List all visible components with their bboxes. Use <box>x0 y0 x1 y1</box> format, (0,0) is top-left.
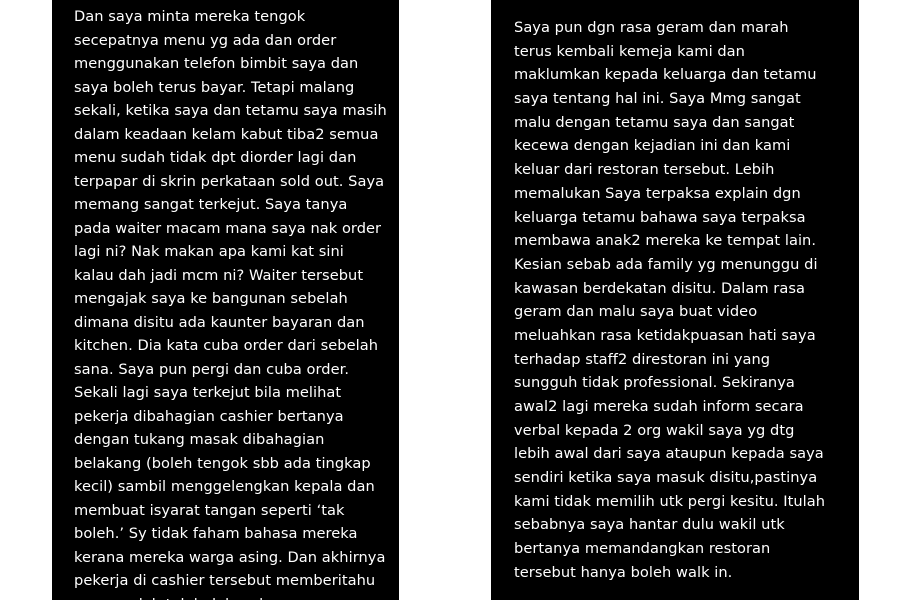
left-panel-text-line: terpapar di skrin perkataan sold out. Saya <box>74 170 389 194</box>
left-panel-text-line: pada waiter macam mana saya nak order <box>74 217 389 241</box>
left-panel-text-line: lagi ni? Nak makan apa kami kat sini <box>74 240 389 264</box>
left-panel-text-line: membuat isyarat tangan seperti ‘tak <box>74 499 389 523</box>
right-panel-text-line: lebih awal dari saya ataupun kepada saya <box>514 442 849 466</box>
right-panel-text-line: verbal kepada 2 org wakil saya yg dtg <box>514 419 849 443</box>
right-panel-text-line: terhadap staff2 direstoran ini yang <box>514 348 849 372</box>
right-panel-text-line: maklumkan kepada keluarga dan tetamu <box>514 63 849 87</box>
right-panel-text-line: keluar dari restoran tersebut. Lebih <box>514 158 849 182</box>
right-panel-text-line: terus kembali kemeja kami dan <box>514 40 849 64</box>
left-panel-text-line: Dan saya minta mereka tengok <box>74 5 389 29</box>
left-panel-text-line: mmg sudah tak boleh order. <box>74 593 389 616</box>
left-panel-text-line: sana. Saya pun pergi dan cuba order. <box>74 358 389 382</box>
right-panel-text-line: membawa anak2 mereka ke tempat lain. <box>514 229 849 253</box>
left-panel-text-line: pekerja di cashier tersebut memberitahu <box>74 569 389 593</box>
right-panel-text-line: malu dengan tetamu saya dan sangat <box>514 111 849 135</box>
right-panel-text-line: Saya pun dgn rasa geram dan marah <box>514 16 849 40</box>
right-panel-text-line: saya tentang hal ini. Saya Mmg sangat <box>514 87 849 111</box>
left-panel-text-line: secepatnya menu yg ada dan order <box>74 29 389 53</box>
right-text-panel <box>491 0 859 600</box>
right-panel-text-line: awal2 lagi mereka sudah inform secara <box>514 395 849 419</box>
right-panel-text-line: keluarga tetamu bahawa saya terpaksa <box>514 206 849 230</box>
right-panel-text-line: Kesian sebab ada family yg menunggu di <box>514 253 849 277</box>
left-panel-text-line: boleh.’ Sy tidak faham bahasa mereka <box>74 522 389 546</box>
left-panel-text-line: kitchen. Dia kata cuba order dari sebelah <box>74 334 389 358</box>
left-panel-text-line: dalam keadaan kelam kabut tiba2 semua <box>74 123 389 147</box>
right-panel-text-line: bertanya memandangkan restoran <box>514 537 849 561</box>
left-panel-text-line: sekali, ketika saya dan tetamu saya masih <box>74 99 389 123</box>
left-panel-text-line: belakang (boleh tengok sbb ada tingkap <box>74 452 389 476</box>
left-panel-text-line: menggunakan telefon bimbit saya dan <box>74 52 389 76</box>
right-panel-text-line: meluahkan rasa ketidakpuasan hati saya <box>514 324 849 348</box>
left-panel-text-line: saya boleh terus bayar. Tetapi malang <box>74 76 389 100</box>
right-panel-text-line: sendiri ketika saya masuk disitu,pastinya <box>514 466 849 490</box>
left-panel-text-line: memang sangat terkejut. Saya tanya <box>74 193 389 217</box>
left-panel-text-line: kerana mereka warga asing. Dan akhirnya <box>74 546 389 570</box>
right-panel-text-line: tersebut hanya boleh walk in. <box>514 561 849 585</box>
left-panel-text-line: pekerja dibahagian cashier bertanya <box>74 405 389 429</box>
left-panel-text-line: menu sudah tidak dpt diorder lagi dan <box>74 146 389 170</box>
left-panel-text-line: kalau dah jadi mcm ni? Waiter tersebut <box>74 264 389 288</box>
right-panel-text-line: sebabnya saya hantar dulu wakil utk <box>514 513 849 537</box>
right-panel-text-line: kecewa dengan kejadian ini dan kami <box>514 134 849 158</box>
left-panel-text-line: dimana disitu ada kaunter bayaran dan <box>74 311 389 335</box>
left-panel-text-line: kecil) sambil menggelengkan kepala dan <box>74 475 389 499</box>
right-panel-text-line: kawasan berdekatan disitu. Dalam rasa <box>514 277 849 301</box>
right-panel-text-line: kami tidak memilih utk pergi kesitu. Itulah <box>514 490 849 514</box>
left-panel-text-line: dengan tukang masak dibahagian <box>74 428 389 452</box>
right-panel-text-line: geram dan malu saya buat video <box>514 300 849 324</box>
right-panel-text-line: sungguh tidak professional. Sekiranya <box>514 371 849 395</box>
right-panel-text-line: memalukan Saya terpaksa explain dgn <box>514 182 849 206</box>
left-panel-text-line: Sekali lagi saya terkejut bila melihat <box>74 381 389 405</box>
left-panel-text-line: mengajak saya ke bangunan sebelah <box>74 287 389 311</box>
left-text-panel <box>52 0 399 600</box>
